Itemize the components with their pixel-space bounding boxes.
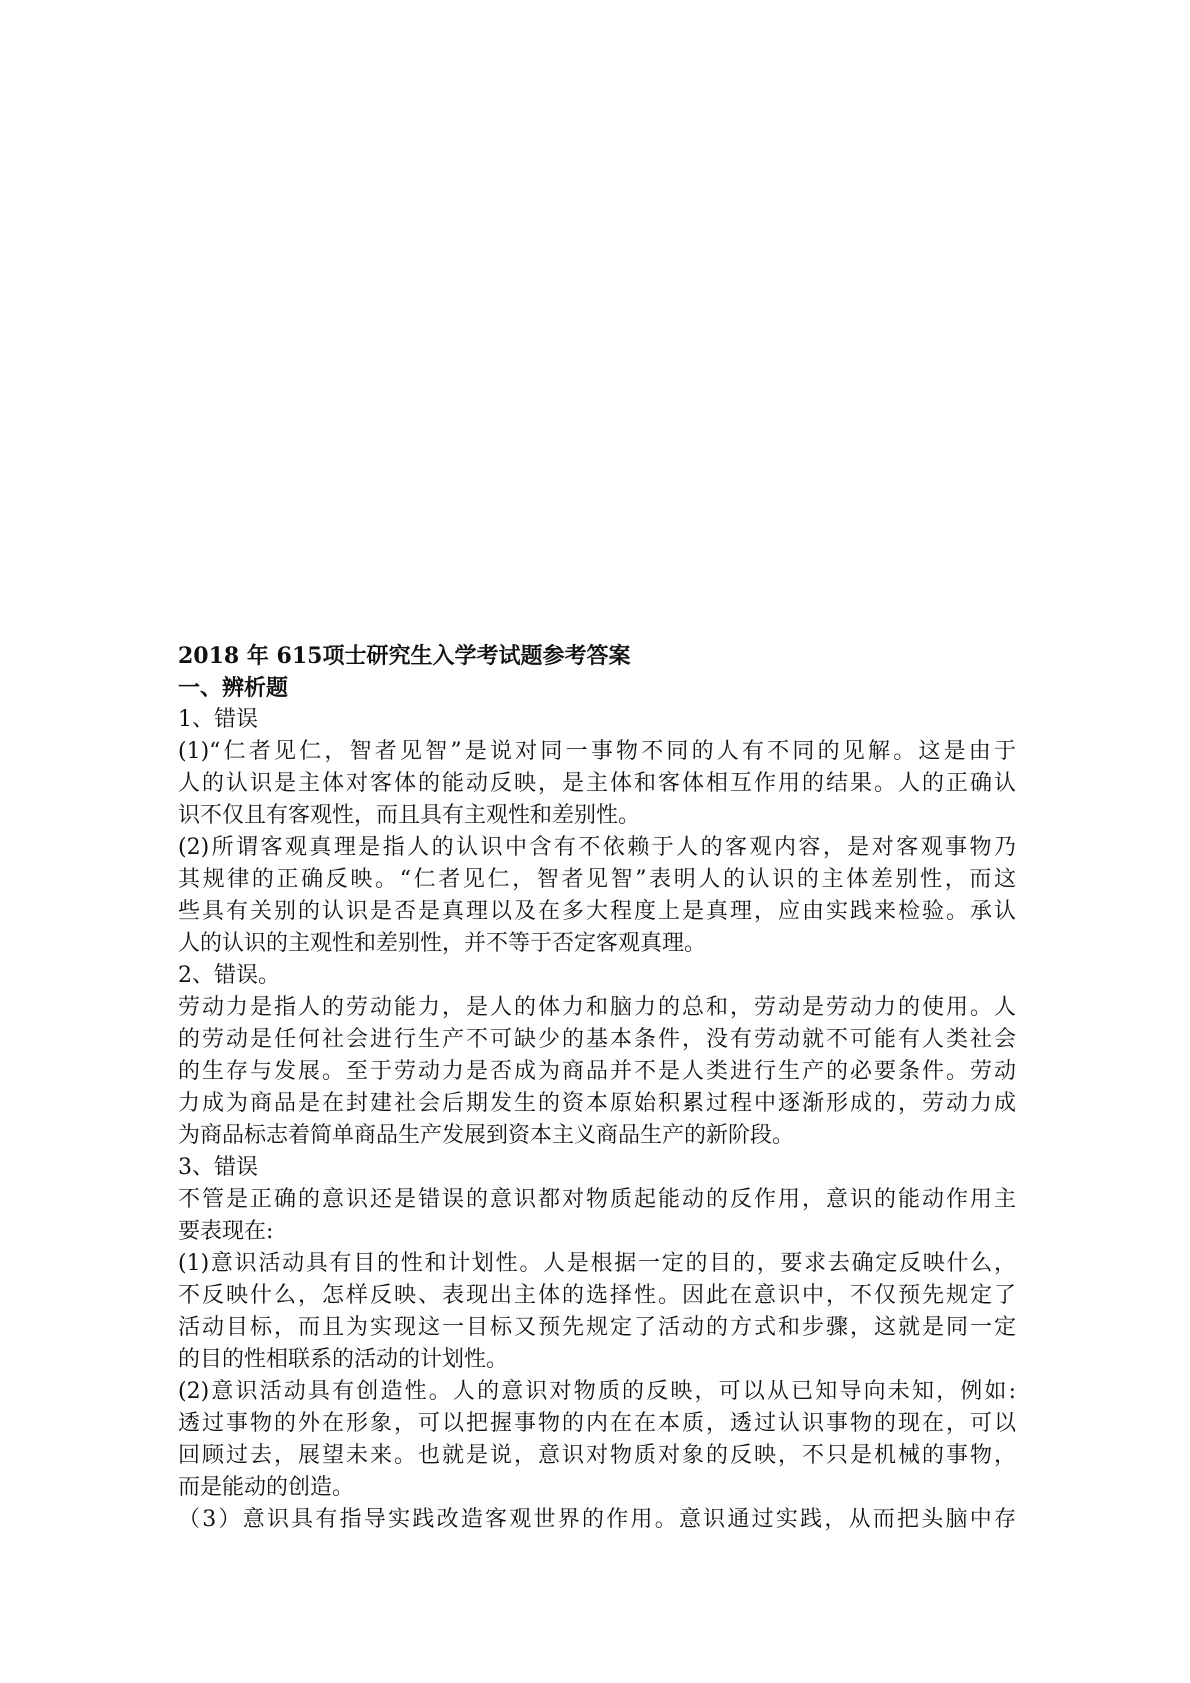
section-heading: 一、辨析题 (178, 675, 289, 701)
question-3-heading: 3、错误 (178, 1155, 258, 1180)
paragraph-line: (2)所谓客观真理是指人的认识中含有不依赖于人的客观内容，是对客观事物乃 (178, 835, 1016, 860)
paragraph-line: 人的认识的主观性和差别性，并不等于否定客观真理。 (178, 931, 707, 956)
paragraph-line: 为商品标志着简单商品生产发展到资本主义商品生产的新阶段。 (178, 1123, 795, 1148)
paragraph-line: 的劳动是任何社会进行生产不可缺少的基本条件，没有劳动就不可能有人类社会 (178, 1027, 1016, 1052)
paragraph-line: 要表现在: (178, 1219, 274, 1244)
paragraph-line: 回顾过去，展望未来。也就是说，意识对物质对象的反映，不只是机械的事物， (178, 1443, 1016, 1468)
paragraph-line: 的生存与发展。至于劳动力是否成为商品并不是人类进行生产的必要条件。劳动 (178, 1059, 1016, 1084)
paragraph-line: 而是能动的创造。 (178, 1475, 355, 1500)
paragraph-line: (2)意识活动具有创造性。人的意识对物质的反映，可以从已知导向未知，例如: (178, 1379, 1016, 1404)
paragraph-line: 力成为商品是在封建社会后期发生的资本原始积累过程中逐渐形成的，劳动力成 (178, 1091, 1016, 1116)
paragraph-line: 活动目标，而且为实现这一目标又预先规定了活动的方式和步骤，这就是同一定 (178, 1315, 1016, 1340)
paragraph-line: （3）意识具有指导实践改造客观世界的作用。意识通过实践，从而把头脑中存 (178, 1507, 1016, 1532)
paragraph-line: 识不仅且有客观性，而且具有主观性和差别性。 (178, 803, 641, 828)
paragraph-line: 不反映什么，怎样反映、表现出主体的选择性。因此在意识中，不仅预先规定了 (178, 1283, 1016, 1308)
paragraph-line: (1)意识活动具有目的性和计划性。人是根据一定的目的，要求去确定反映什么， (178, 1251, 1016, 1276)
document-body (178, 640, 1016, 1536)
paragraph-line: 透过事物的外在形象，可以把握事物的内在在本质，透过认识事物的现在，可以 (178, 1411, 1016, 1436)
paragraph-line: 不管是正确的意识还是错误的意识都对物质起能动的反作用，意识的能动作用主 (178, 1187, 1016, 1212)
paragraph-line: (1)“仁者见仁，智者见智”是说对同一事物不同的人有不同的见解。这是由于 (178, 739, 1016, 764)
paragraph-line: 其规律的正确反映。“仁者见仁，智者见智”表明人的认识的主体差别性，而这 (178, 867, 1016, 892)
question-1-heading: 1、错误 (178, 707, 258, 732)
question-2-heading: 2、错误。 (178, 963, 280, 988)
paragraph-line: 人的认识是主体对客体的能动反映，是主体和客体相互作用的结果。人的正确认 (178, 771, 1016, 796)
document-title: 2018 年 615项士研究生入学考试题参考答案 (178, 643, 631, 669)
paragraph-line: 劳动力是指人的劳动能力，是人的体力和脑力的总和，劳动是劳动力的使用。人 (178, 995, 1016, 1020)
paragraph-line: 的目的性相联系的活动的计划性。 (178, 1347, 509, 1372)
paragraph-line: 些具有关别的认识是否是真理以及在多大程度上是真理，应由实践来检验。承认 (178, 899, 1016, 924)
